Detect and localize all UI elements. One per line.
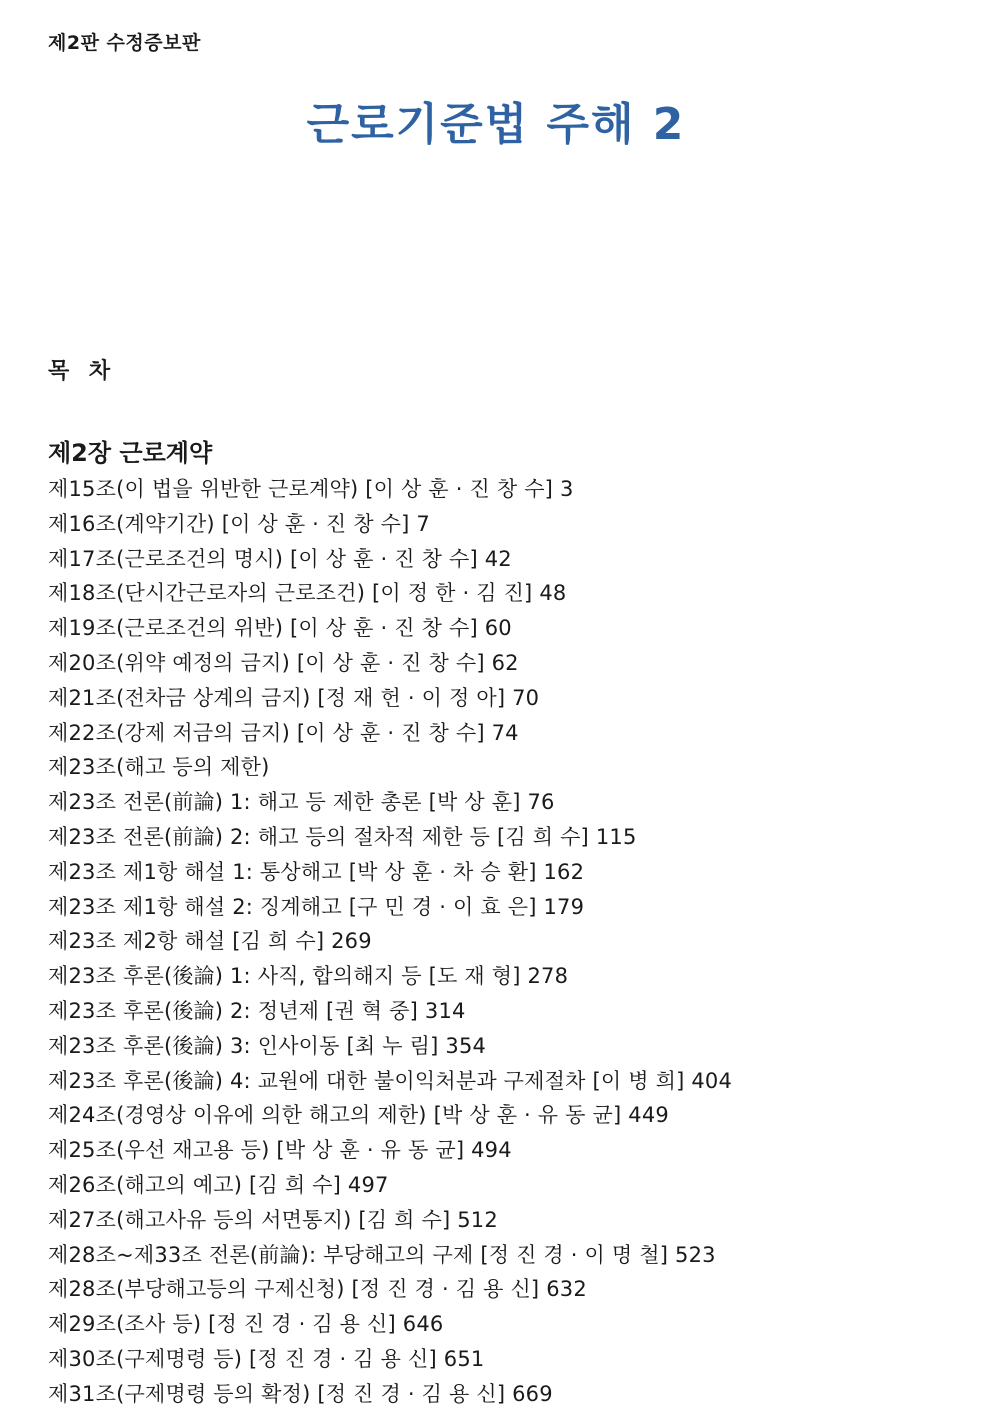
- toc-entry: 제21조(전차금 상계의 금지) [정 재 헌 · 이 정 아] 70: [48, 685, 540, 710]
- toc-entry: 제23조(해고 등의 제한): [48, 755, 270, 780]
- toc-entry: 제26조(해고의 예고) [김 희 수] 497: [48, 1172, 389, 1197]
- toc-entry: 제17조(근로조건의 명시) [이 상 훈 · 진 창 수] 42: [48, 546, 512, 571]
- book-title: 근로기준법 주해 2: [306, 99, 686, 150]
- toc-entry: 제24조(경영상 이유에 의한 해고의 제한) [박 상 훈 · 유 동 균] 449: [48, 1103, 669, 1128]
- toc-entry: 제16조(계약기간) [이 상 훈 · 진 창 수] 7: [48, 511, 430, 536]
- toc-entry: 제23조 전론(前論) 2: 해고 등의 절차적 제한 등 [김 희 수] 115: [48, 824, 637, 849]
- toc-entry: 제23조 후론(後論) 3: 인사이동 [최 누 림] 354: [48, 1033, 487, 1058]
- toc-entry: 제20조(위약 예정의 금지) [이 상 훈 · 진 창 수] 62: [48, 650, 519, 675]
- toc-entry: 제31조(구제명령 등의 확정) [정 진 경 · 김 용 신] 669: [48, 1381, 553, 1406]
- toc-entry: 제19조(근로조건의 위반) [이 상 훈 · 진 창 수] 60: [48, 616, 512, 641]
- chapter-heading: 제2장 근로계약: [48, 439, 213, 467]
- toc-entry: 제25조(우선 재고용 등) [박 상 훈 · 유 동 균] 494: [48, 1138, 512, 1163]
- toc-entry: 제22조(강제 저금의 금지) [이 상 훈 · 진 창 수] 74: [48, 720, 519, 745]
- toc-list: [48, 472, 732, 1412]
- toc-entry: 제29조(조사 등) [정 진 경 · 김 용 신] 646: [48, 1312, 444, 1337]
- toc-entry: 제23조 제2항 해설 [김 희 수] 269: [48, 929, 372, 954]
- toc-entry: 제23조 후론(後論) 1: 사직, 합의해지 등 [도 재 형] 278: [48, 964, 569, 989]
- toc-entry: 제23조 전론(前論) 1: 해고 등 제한 총론 [박 상 훈] 76: [48, 790, 555, 815]
- toc-entry: 제23조 제1항 해설 1: 통상해고 [박 상 훈 · 차 승 환] 162: [48, 859, 585, 884]
- toc-entry: 제15조(이 법을 위반한 근로계약) [이 상 훈 · 진 창 수] 3: [48, 477, 574, 501]
- toc-entry: 제28조(부당해고등의 구제신청) [정 진 경 · 김 용 신] 632: [48, 1277, 587, 1302]
- toc-heading: 목 차: [48, 359, 111, 384]
- toc-entry: 제30조(구제명령 등) [정 진 경 · 김 용 신] 651: [48, 1346, 485, 1371]
- toc-entry: 제28조~제33조 전론(前論): 부당해고의 구제 [정 진 경 · 이 명 철] 523: [48, 1242, 716, 1267]
- toc-entry: 제23조 후론(後論) 2: 정년제 [권 혁 중] 314: [48, 998, 466, 1023]
- edition-label: 제2판 수정증보판: [48, 32, 201, 54]
- toc-entry: 제23조 제1항 해설 2: 징계해고 [구 민 경 · 이 효 은] 179: [48, 894, 585, 919]
- toc-entry: 제27조(해고사유 등의 서면통지) [김 희 수] 512: [48, 1207, 498, 1232]
- toc-entry: 제23조 후론(後論) 4: 교원에 대한 불이익처분과 구제절차 [이 병 희] 404: [48, 1068, 733, 1093]
- toc-entry: 제18조(단시간근로자의 근로조건) [이 정 한 · 김 진] 48: [48, 581, 567, 606]
